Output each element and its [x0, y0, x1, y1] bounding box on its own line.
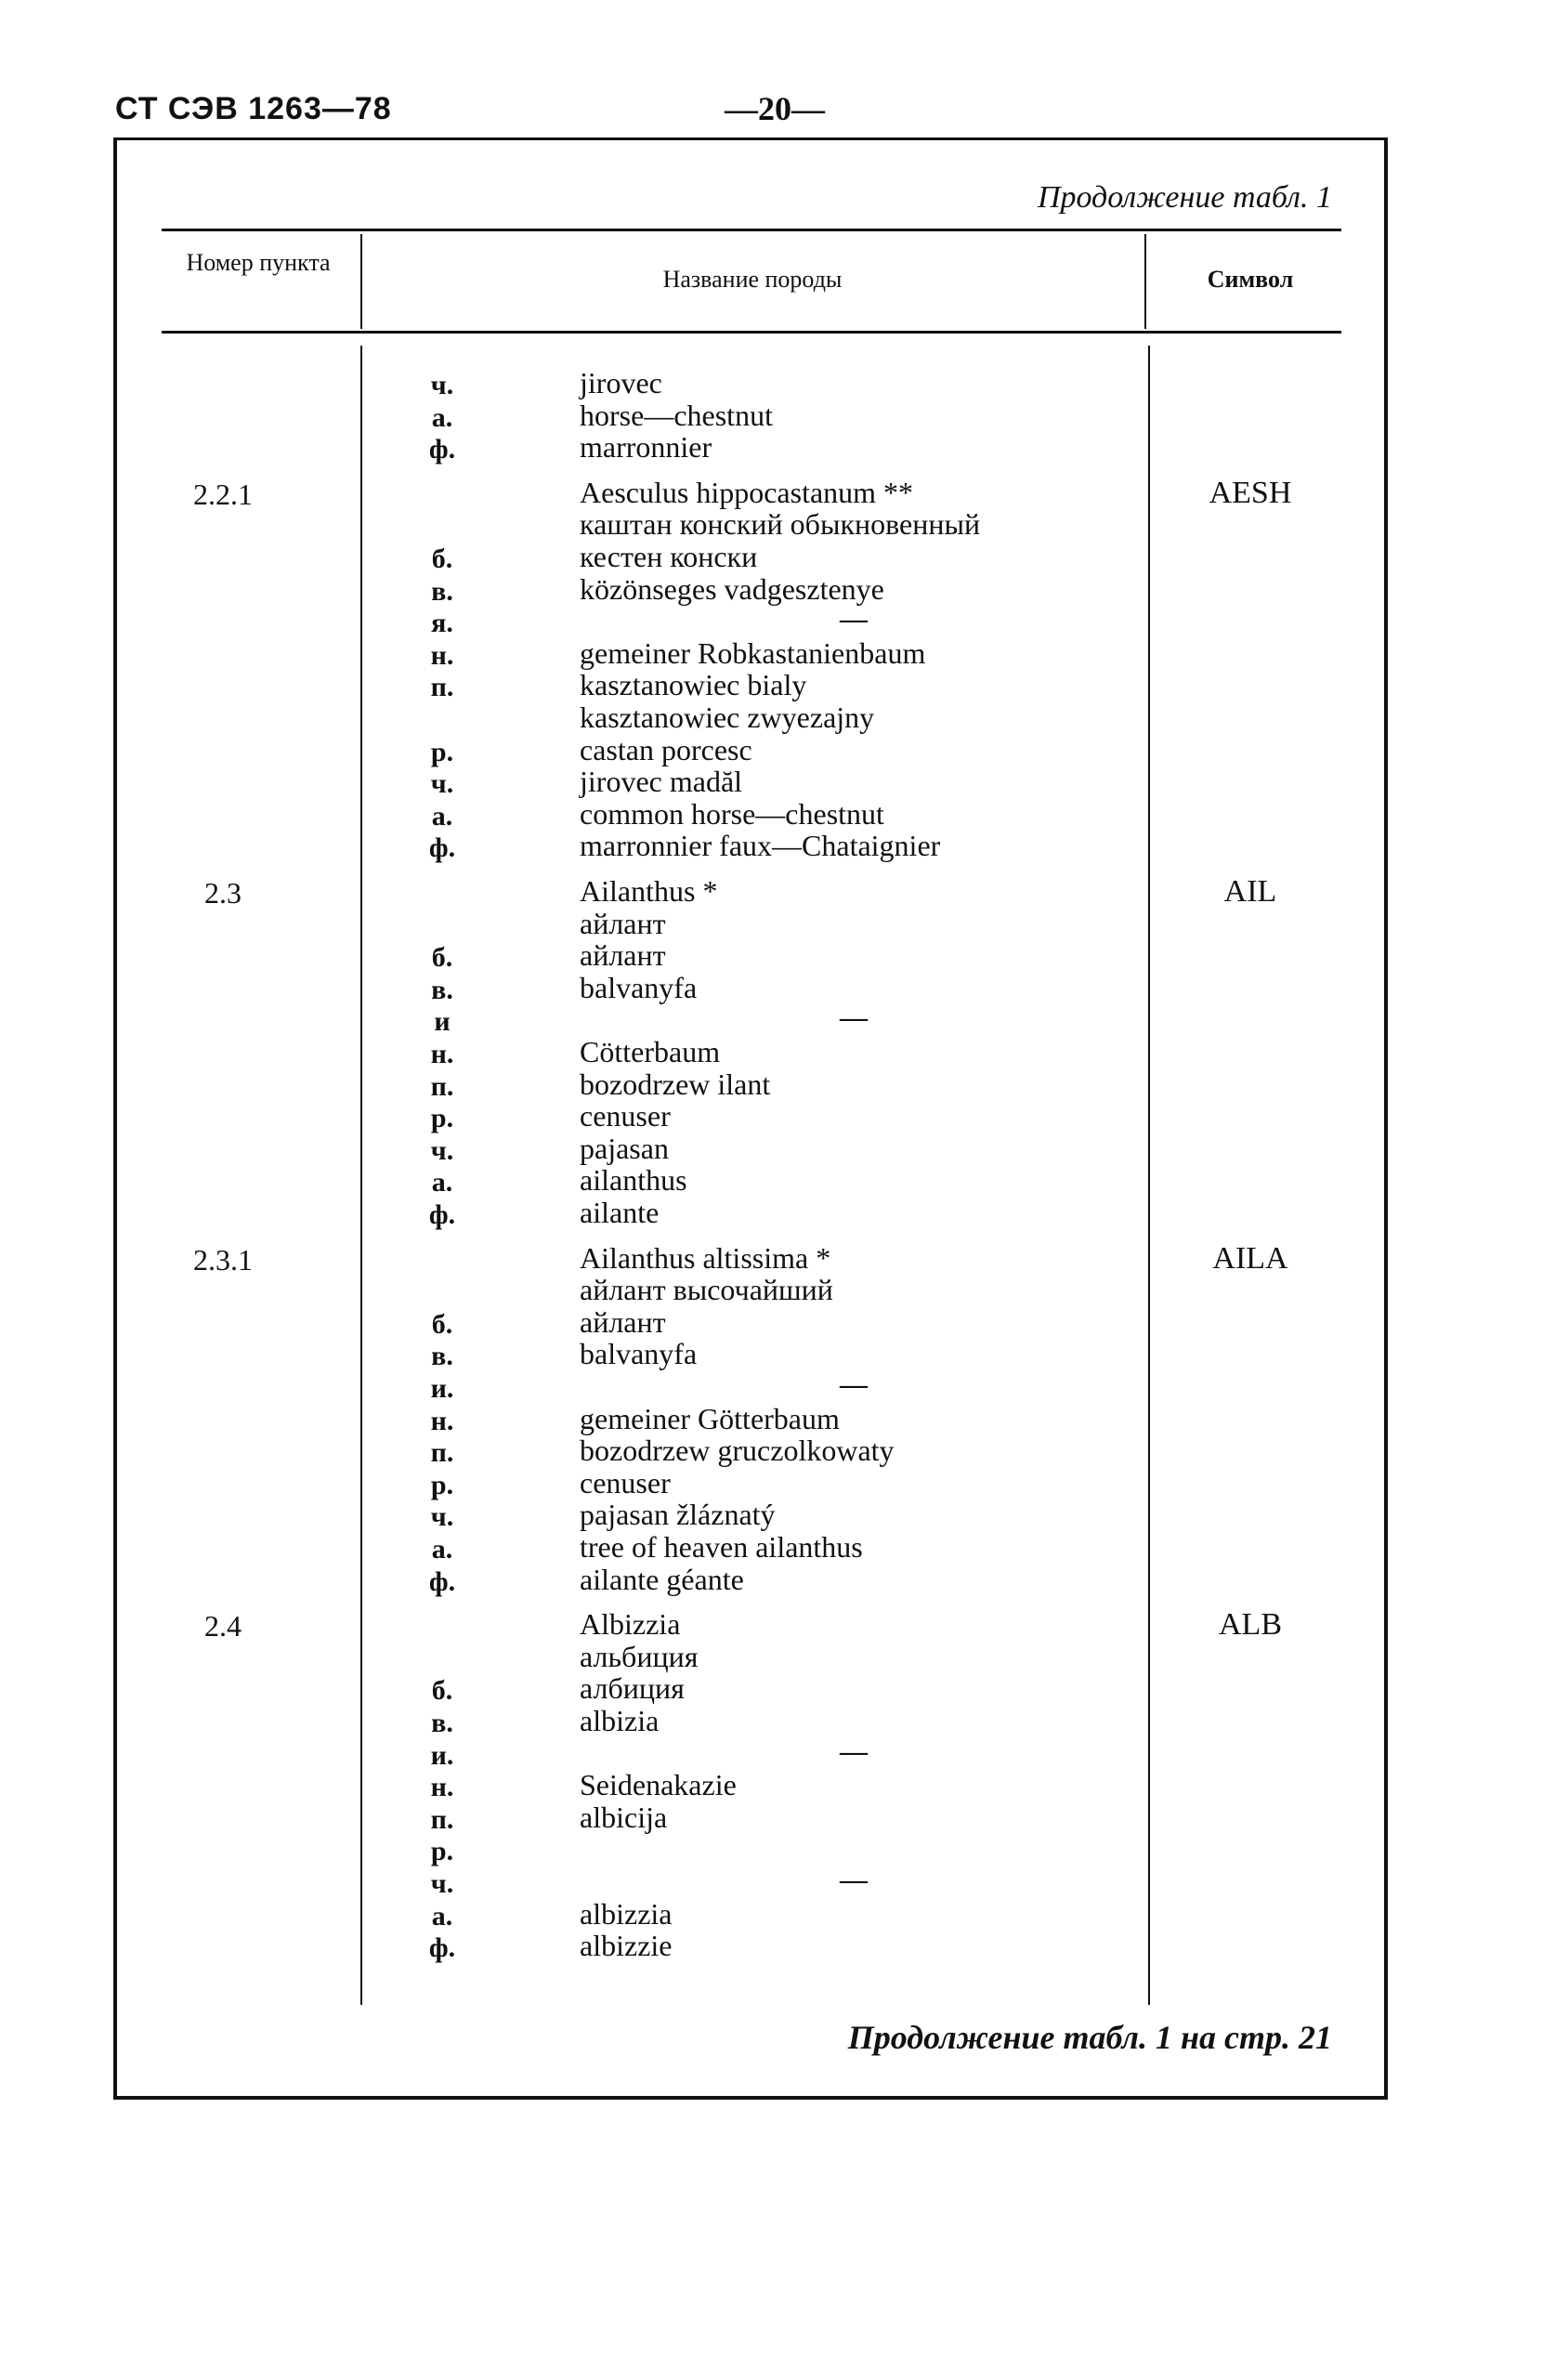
- name-absent-dash: —: [840, 1735, 868, 1767]
- species-name: Ailanthus altissima *: [580, 1240, 831, 1275]
- language-abbr: ф.: [428, 434, 456, 465]
- species-name: айлант: [580, 906, 666, 940]
- language-abbr: а.: [431, 401, 453, 433]
- language-abbr: а.: [431, 1167, 453, 1198]
- language-abbr: б.: [431, 1308, 453, 1340]
- species-name: Seidenakazie: [580, 1768, 737, 1802]
- language-abbr: б.: [431, 543, 453, 574]
- species-name: jirovec: [580, 366, 662, 399]
- species-name: айлант высочайший: [580, 1273, 833, 1307]
- language-abbr: в.: [431, 974, 453, 1005]
- species-name: ailante: [580, 1196, 660, 1229]
- language-abbr: п.: [430, 672, 454, 703]
- species-name: castan porcesc: [580, 732, 752, 766]
- species-name: албиция: [580, 1671, 685, 1706]
- standard-code: СТ СЭВ 1263—78: [115, 91, 392, 126]
- language-abbr: ч.: [430, 1501, 454, 1533]
- page-number: —20—: [725, 90, 825, 127]
- species-name: albizia: [580, 1704, 660, 1737]
- species-name: albizzia: [580, 1896, 673, 1931]
- species-name: pajasan žláznatý: [580, 1498, 776, 1532]
- species-symbol: AILA: [1212, 1240, 1288, 1276]
- species-name: horse—chestnut: [580, 398, 773, 432]
- species-name: айлант: [580, 938, 666, 973]
- item-number: 2.3.1: [193, 1242, 253, 1277]
- language-abbr: в.: [431, 1708, 453, 1738]
- name-absent-dash: —: [840, 1002, 868, 1034]
- species-name: albicija: [580, 1800, 668, 1834]
- language-abbr: в.: [431, 575, 453, 607]
- species-name: Albizzia: [580, 1607, 681, 1642]
- language-abbr: ч.: [430, 370, 454, 400]
- language-abbr: р.: [430, 1469, 454, 1500]
- species-name: айлант: [580, 1304, 666, 1339]
- species-name: jirovec madăl: [580, 765, 743, 799]
- item-number: 2.2.1: [193, 477, 253, 511]
- species-name: tree of heaven ailanthus: [580, 1530, 863, 1564]
- language-abbr: ф.: [428, 832, 456, 864]
- table-top-rule: [162, 229, 1341, 231]
- species-name: kasztanowiec bialy: [580, 668, 807, 702]
- language-abbr: н.: [430, 1039, 454, 1069]
- language-abbr: н.: [430, 639, 454, 671]
- species-symbol: AESH: [1209, 475, 1292, 510]
- language-abbr: р.: [430, 1103, 454, 1134]
- language-abbr: н.: [430, 1772, 454, 1803]
- species-name: Aesculus hippocastanum **: [580, 475, 914, 509]
- species-name: cenuser: [580, 1099, 671, 1133]
- language-abbr: п.: [430, 1070, 454, 1102]
- species-name: ailante géante: [580, 1562, 744, 1596]
- species-name: közönseges vadgesztenye: [580, 571, 884, 606]
- language-abbr: и: [434, 1006, 451, 1038]
- species-name: bozodrzew gruczolkowaty: [580, 1434, 895, 1468]
- species-name: каштан конский обыкновенный: [580, 507, 981, 542]
- language-abbr: ч.: [430, 1134, 454, 1166]
- body-separator-right: [1148, 346, 1150, 2005]
- language-abbr: а.: [431, 1900, 453, 1931]
- language-abbr: я.: [431, 608, 453, 639]
- language-abbr: р.: [430, 1836, 454, 1867]
- species-name: bozodrzew ilant: [580, 1067, 771, 1101]
- language-abbr: а.: [431, 1534, 453, 1565]
- species-name: kasztanowiec zwyezajny: [580, 701, 875, 734]
- language-abbr: ч.: [430, 1868, 454, 1899]
- language-abbr: а.: [431, 800, 453, 831]
- name-absent-dash: —: [840, 1369, 868, 1400]
- species-symbol: ALB: [1219, 1607, 1282, 1643]
- column-header-symbol: Символ: [1207, 266, 1294, 293]
- species-name: balvanyfa: [580, 970, 698, 1004]
- species-name: альбиция: [580, 1639, 699, 1673]
- species-name: Cötterbaum: [580, 1035, 721, 1068]
- language-abbr: н.: [430, 1405, 454, 1436]
- language-abbr: ф.: [428, 1199, 456, 1230]
- language-abbr: ч.: [430, 768, 454, 800]
- language-abbr: б.: [431, 942, 453, 974]
- name-absent-dash: —: [840, 1865, 868, 1895]
- species-name: ailanthus: [580, 1163, 687, 1198]
- item-number: 2.3: [204, 876, 242, 910]
- species-name: pajasan: [580, 1131, 669, 1165]
- species-name: balvanyfa: [580, 1337, 698, 1371]
- language-abbr: ф.: [428, 1565, 456, 1597]
- species-name: Ailanthus *: [580, 874, 718, 908]
- body-separator-left: [360, 346, 362, 2005]
- species-name: gemeiner Robkastanienbaum: [580, 635, 926, 670]
- species-name: albizzie: [580, 1929, 673, 1963]
- language-abbr: б.: [431, 1675, 453, 1707]
- column-header-name: Название породы: [662, 266, 843, 293]
- header-separator-right: [1144, 234, 1146, 329]
- item-number: 2.4: [204, 1609, 242, 1643]
- name-absent-dash: —: [840, 604, 868, 635]
- continuation-note-bottom: Продолжение табл. 1 на стр. 21: [847, 2019, 1332, 2056]
- language-abbr: ф.: [428, 1932, 456, 1964]
- language-abbr: в.: [431, 1341, 453, 1372]
- continuation-note-top: Продолжение табл. 1: [1037, 180, 1332, 215]
- species-name: marronnier faux—Chataignier: [580, 829, 941, 863]
- species-symbol: AIL: [1223, 874, 1277, 909]
- species-name: cenuser: [580, 1465, 671, 1499]
- species-name: common horse—chestnut: [580, 796, 884, 831]
- language-abbr: п.: [430, 1437, 454, 1469]
- language-abbr: п.: [430, 1803, 454, 1835]
- species-name: gemeiner Götterbaum: [580, 1401, 840, 1435]
- column-header-number: Номер пункта: [186, 249, 331, 276]
- table-header-rule: [162, 331, 1341, 334]
- language-abbr: и.: [430, 1373, 454, 1404]
- language-abbr: р.: [430, 736, 454, 767]
- species-name: кестен конски: [580, 540, 758, 573]
- species-name: marronnier: [580, 430, 712, 465]
- language-abbr: и.: [430, 1739, 454, 1771]
- header-separator-left: [360, 234, 362, 329]
